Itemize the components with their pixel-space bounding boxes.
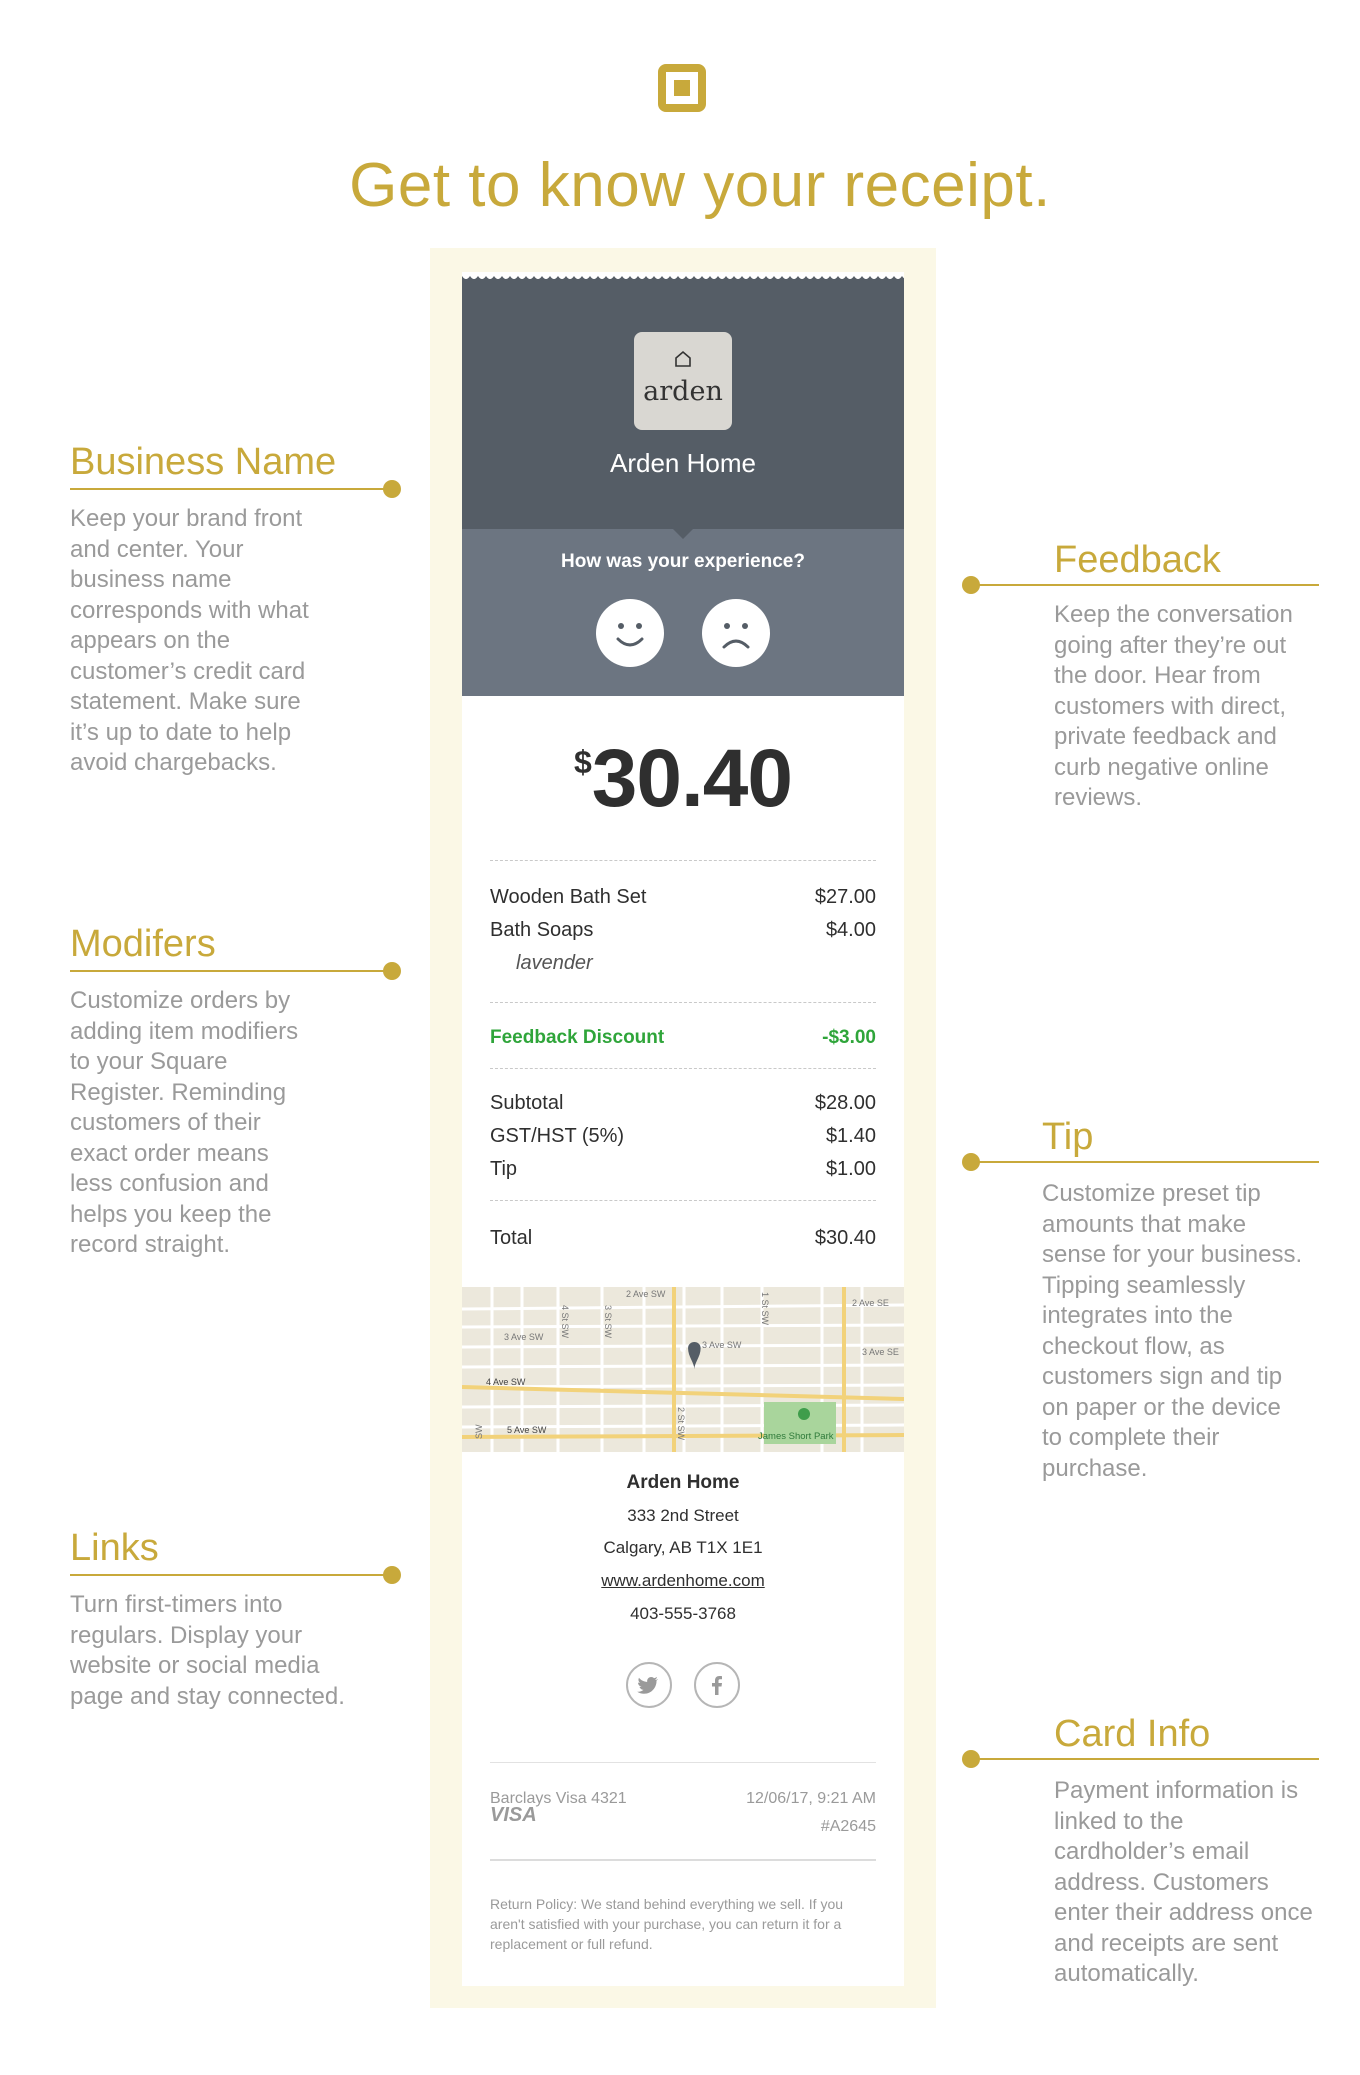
total-amount: [462, 732, 904, 826]
divider: [490, 860, 876, 861]
item-price: $4.00: [825, 919, 876, 941]
annotation-title: Modifers: [70, 923, 216, 965]
store-city: Calgary, AB T1X 1E1: [603, 1538, 763, 1557]
annotation-dot: [383, 480, 401, 498]
annotation-dot: [383, 962, 401, 980]
annotation-body: Payment information is linked to the cardholder’s email address. Customers enter their address once and receipts are sent automatically.: [1054, 1777, 1313, 1987]
feedback-panel: [462, 529, 904, 696]
header-notch: [671, 527, 695, 539]
facebook-icon[interactable]: [694, 1662, 740, 1708]
map-label: 2 St SW: [676, 1407, 686, 1441]
item-modifier: lavender: [516, 952, 593, 974]
annotation-modifiers: [70, 922, 410, 1258]
map-label: 4 St SW: [560, 1305, 570, 1339]
annotation-business-name: [70, 440, 410, 776]
receipt-header: [462, 272, 904, 529]
annotation-rule: [971, 584, 1319, 586]
tip-value: $1.00: [825, 1158, 876, 1180]
house-icon: [674, 350, 692, 368]
card-label: Barclays Visa 4321: [490, 1790, 627, 1807]
annotation-body: Turn first-timers into regulars. Display your website or social media page and stay connected.: [70, 1591, 345, 1710]
map-label: James Short Park: [758, 1431, 834, 1442]
transaction-datetime: 12/06/17, 9:21 AM: [746, 1790, 876, 1807]
annotation-body: Customize preset tip amounts that make sense for your business. Tipping seamlessly integrates into the checkout flow, as customers sign and tip on paper or the device to complete their purchase.: [1042, 1180, 1303, 1482]
annotation-title: Links: [70, 1527, 159, 1569]
total-label: Total: [490, 1227, 533, 1249]
subtotal-label: Subtotal: [490, 1092, 564, 1114]
square-logo-icon: [658, 64, 706, 112]
feedback-question: How was your experience?: [561, 551, 805, 572]
store-name: Arden Home: [626, 1472, 740, 1493]
map-label: 5 Ave SW: [507, 1425, 547, 1435]
tax-label: GST/HST (5%): [490, 1125, 625, 1147]
annotation-rule: [971, 1758, 1319, 1760]
divider: [490, 1859, 876, 1861]
map-label: 2 Ave SE: [852, 1298, 889, 1308]
annotation-body: Customize orders by adding item modifiers to your Square Register. Reminding customers of their exact order means less confusion and helps you keep the record straight.: [70, 987, 299, 1258]
happy-face-icon[interactable]: [596, 599, 664, 667]
map-label: 4 Ave SW: [486, 1377, 526, 1387]
map-label: 3 St SW: [603, 1305, 613, 1339]
annotation-links: [70, 1526, 410, 1710]
amount-value: 30.40: [591, 733, 792, 824]
business-logo-word: arden: [643, 376, 723, 407]
map-label: 3 Ave SE: [862, 1347, 899, 1357]
discount-name: Feedback Discount: [490, 1027, 665, 1048]
page-title: Get to know your receipt.: [349, 151, 1051, 220]
location-map[interactable]: [462, 1287, 904, 1452]
map-label: 2 Ave SW: [626, 1289, 666, 1299]
annotation-title: Business Name: [70, 441, 337, 483]
tip-label: Tip: [490, 1158, 518, 1180]
item-name: Wooden Bath Set: [490, 886, 647, 908]
torn-edge: [462, 272, 904, 284]
divider: [490, 1200, 876, 1201]
store-phone[interactable]: 403-555-3768: [630, 1604, 736, 1623]
divider: [490, 1002, 876, 1003]
store-street: 333 2nd Street: [627, 1506, 739, 1525]
map-label: 1 St SW: [760, 1292, 770, 1326]
item-name: Bath Soaps: [490, 919, 594, 941]
item-price: $27.00: [814, 886, 876, 908]
receipt: [462, 272, 904, 1986]
amount-currency: $: [574, 744, 592, 780]
business-logo: [634, 332, 732, 430]
map-label: SW: [474, 1424, 484, 1439]
visa-logo: VISA: [490, 1804, 537, 1826]
divider: [490, 1762, 876, 1763]
tax-value: $1.40: [825, 1125, 876, 1147]
annotation-dot: [383, 1566, 401, 1584]
annotation-rule: [70, 970, 392, 972]
annotation-rule: [971, 1161, 1319, 1163]
annotation-title: Card Info: [1054, 1713, 1211, 1755]
divider: [490, 1068, 876, 1069]
annotation-rule: [70, 488, 392, 490]
business-name: Arden Home: [610, 448, 756, 478]
map-label: 3 Ave SW: [702, 1340, 742, 1350]
subtotal-value: $28.00: [814, 1092, 876, 1114]
total-value: $30.40: [814, 1227, 876, 1249]
annotation-title: Feedback: [1054, 539, 1221, 581]
return-policy: Return Policy: We stand behind everything we sell. If you aren't satisfied with your purchase, you can return it for a replacement or full refund.: [490, 1896, 844, 1952]
sad-face-icon[interactable]: [702, 599, 770, 667]
annotation-body: Keep the conversation going after they’re out the door. Hear from customers with direct, private feedback and curb negative online reviews.: [1054, 601, 1293, 811]
annotation-rule: [70, 1574, 392, 1576]
annotation-body: Keep your brand front and center. Your business name corresponds with what appears on the customer’s credit card statement. Make sure it’s up to date to help avoid chargebacks.: [70, 505, 309, 776]
discount-amount: -$3.00: [822, 1027, 876, 1048]
twitter-icon[interactable]: [626, 1662, 672, 1708]
store-website-link[interactable]: www.ardenhome.com: [601, 1571, 765, 1590]
annotation-title: Tip: [1042, 1116, 1094, 1158]
receipt-number: #A2645: [820, 1818, 876, 1835]
map-label: 3 Ave SW: [504, 1332, 544, 1342]
